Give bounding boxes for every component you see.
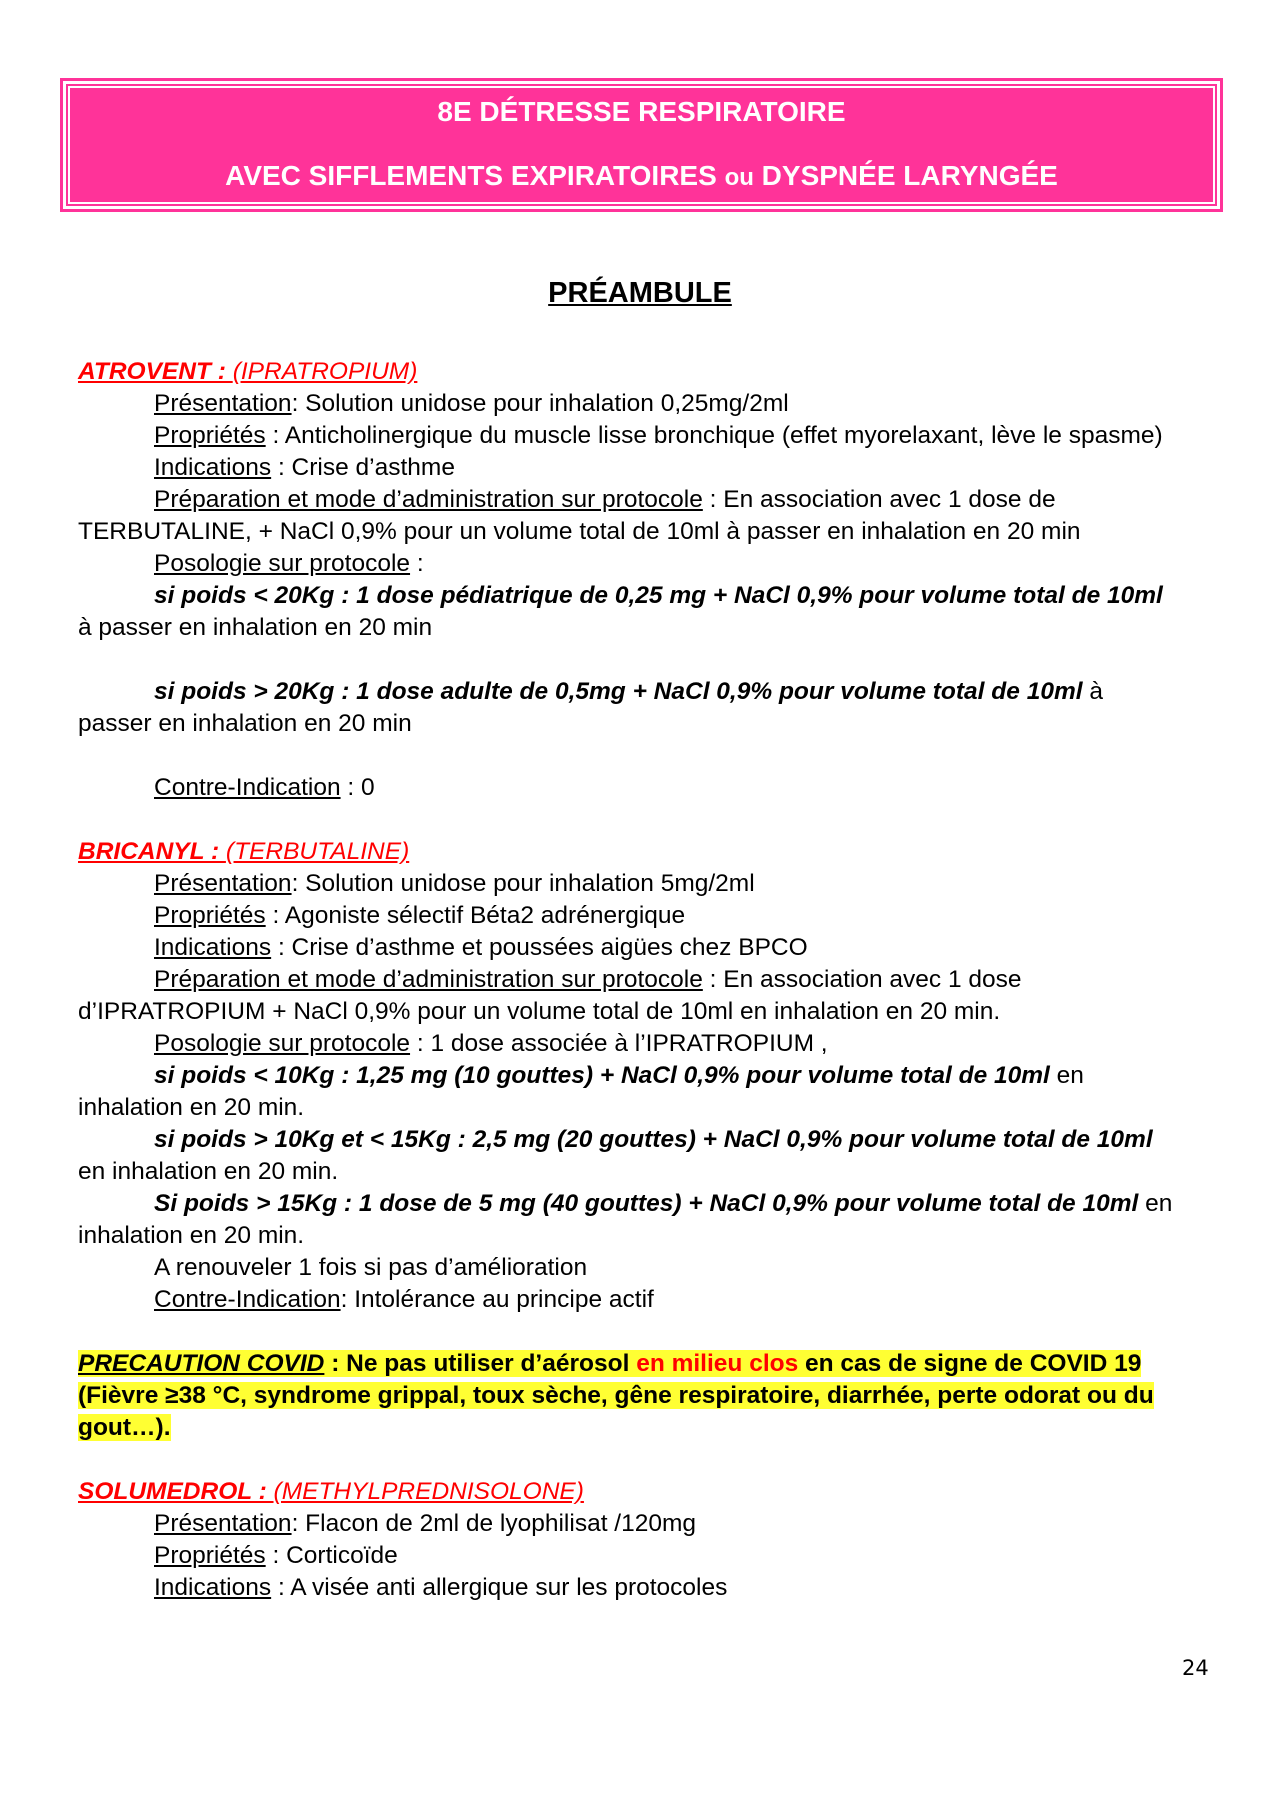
bricanyl-posologie-text: : 1 dose associée à l’IPRATROPIUM , bbox=[410, 1030, 828, 1057]
bricanyl-dose3-bold: Si poids > 15Kg : 1 dose de 5 mg (40 gouttes) + NaCl 0,9% pour volume total de 10ml bbox=[154, 1190, 1139, 1217]
atrovent-dose2-rest: à passer en inhalation en 20 min bbox=[78, 678, 1103, 737]
solumedrol-molecule: (METHYLPREDNISOLONE) bbox=[273, 1478, 584, 1505]
bricanyl-proprietes bbox=[78, 900, 1178, 932]
bricanyl-presentation-text: : Solution unidose pour inhalation 5mg/2ml bbox=[291, 870, 755, 897]
atrovent-indications-label: Indications bbox=[154, 454, 272, 481]
atrovent-proprietes bbox=[78, 420, 1178, 452]
atrovent-posologie bbox=[78, 548, 1178, 580]
bricanyl-dose1-rest: en inhalation en 20 min. bbox=[78, 1062, 1084, 1121]
atrovent-molecule: (IPRATROPIUM) bbox=[232, 358, 418, 385]
atrovent-proprietes-text: : Anticholinergique du muscle lisse bronchique (effet myorelaxant, lève le spasme) bbox=[265, 422, 1163, 449]
atrovent-contre-indication bbox=[78, 772, 1178, 804]
solumedrol-proprietes-text: : Corticoïde bbox=[265, 1542, 398, 1569]
bricanyl-dose2-rest: en inhalation en 20 min. bbox=[78, 1158, 339, 1185]
atrovent-ci-text: : 0 bbox=[340, 774, 375, 801]
bricanyl-dose3 bbox=[78, 1188, 1178, 1252]
bricanyl-presentation-label: Présentation bbox=[154, 870, 292, 897]
bricanyl-posologie-label: Posologie sur protocole bbox=[154, 1030, 411, 1057]
atrovent-proprietes-label: Propriétés bbox=[154, 422, 266, 449]
atrovent-ci-label: Contre-Indication bbox=[154, 774, 341, 801]
document-body bbox=[78, 356, 1178, 1604]
covid-text2: en cas de signe de COVID 19 (Fièvre ≥38 °C, syndrome grippal, toux sèche, gêne respiratoire, diarrhée, perte odorat ou du gout…). bbox=[78, 1350, 1154, 1441]
bricanyl-proprietes-text: : Agoniste sélectif Béta2 adrénergique bbox=[265, 902, 686, 929]
atrovent-dose1 bbox=[78, 580, 1178, 644]
bricanyl-dose2-bold: si poids > 10Kg et < 15Kg : 2,5 mg (20 gouttes) + NaCl 0,9% pour volume total de 10ml bbox=[154, 1126, 1153, 1153]
solumedrol-name: SOLUMEDROL : bbox=[78, 1478, 274, 1505]
bricanyl-dose3-rest: en inhalation en 20 min. bbox=[78, 1190, 1173, 1249]
atrovent-indications-text: : Crise d’asthme bbox=[271, 454, 455, 481]
covid-precaution bbox=[78, 1348, 1178, 1444]
solumedrol-proprietes bbox=[78, 1540, 1178, 1572]
atrovent-posologie-label: Posologie sur protocole bbox=[154, 550, 411, 577]
bricanyl-proprietes-label: Propriétés bbox=[154, 902, 266, 929]
page-number: 24 bbox=[1182, 1656, 1209, 1680]
solumedrol-indications-label: Indications bbox=[154, 1574, 272, 1601]
atrovent-posologie-text: : bbox=[410, 550, 424, 577]
bricanyl-renew: A renouveler 1 fois si pas d’amélioration bbox=[154, 1254, 588, 1281]
header-line2-or: ou bbox=[724, 164, 754, 191]
bricanyl-preparation bbox=[78, 964, 1178, 1028]
atrovent-presentation bbox=[78, 388, 1178, 420]
bricanyl-name: BRICANYL : bbox=[78, 838, 226, 865]
atrovent-preparation-text: : En association avec 1 dose de TERBUTALINE, + NaCl 0,9% pour un volume total de 10ml à passer en inhalation en 20 min bbox=[78, 486, 1081, 545]
header-banner bbox=[60, 78, 1223, 212]
header-line2-part2: DYSPNÉE LARYNGÉE bbox=[753, 160, 1058, 191]
atrovent-preparation-label: Préparation et mode d’administration sur protocole bbox=[154, 486, 703, 513]
preamble-title: PRÉAMBULE bbox=[548, 277, 732, 309]
bricanyl-ci-label: Contre-Indication bbox=[154, 1286, 341, 1313]
bricanyl-contre-indication bbox=[78, 1284, 1178, 1316]
solumedrol-indications bbox=[78, 1572, 1178, 1604]
covid-text1: : Ne pas utiliser d’aérosol bbox=[324, 1350, 637, 1377]
bricanyl-ci-text: : Intolérance au principe actif bbox=[340, 1286, 654, 1313]
atrovent-presentation-label: Présentation bbox=[154, 390, 292, 417]
atrovent-name: ATROVENT : bbox=[78, 358, 233, 385]
bricanyl-title bbox=[78, 836, 1178, 868]
bricanyl-preparation-text: : En association avec 1 dose d’IPRATROPIUM + NaCl 0,9% pour un volume total de 10ml en inhalation en 20 min. bbox=[78, 966, 1022, 1025]
atrovent-indications bbox=[78, 452, 1178, 484]
solumedrol-presentation-label: Présentation bbox=[154, 1510, 292, 1537]
atrovent-dose1-rest: à passer en inhalation en 20 min bbox=[78, 614, 433, 641]
bricanyl-presentation bbox=[78, 868, 1178, 900]
solumedrol-presentation bbox=[78, 1508, 1178, 1540]
bricanyl-preparation-label: Préparation et mode d’administration sur protocole bbox=[154, 966, 703, 993]
atrovent-preparation bbox=[78, 484, 1178, 548]
bricanyl-molecule: (TERBUTALINE) bbox=[225, 838, 410, 865]
bricanyl-indications-text: : Crise d’asthme et poussées aigües chez BPCO bbox=[271, 934, 808, 961]
header-title-line2 bbox=[225, 144, 1058, 210]
bricanyl-indications bbox=[78, 932, 1178, 964]
covid-red-text: en milieu clos bbox=[636, 1350, 799, 1377]
atrovent-title bbox=[78, 356, 1178, 388]
atrovent-dose2-bold: si poids > 20Kg : 1 dose adulte de 0,5mg + NaCl 0,9% pour volume total de 10ml bbox=[154, 678, 1083, 705]
solumedrol-presentation-text: : Flacon de 2ml de lyophilisat /120mg bbox=[291, 1510, 697, 1537]
atrovent-presentation-text: : Solution unidose pour inhalation 0,25mg/2ml bbox=[291, 390, 789, 417]
bricanyl-posologie bbox=[78, 1028, 1178, 1060]
solumedrol-title bbox=[78, 1476, 1178, 1508]
bricanyl-dose2 bbox=[78, 1124, 1178, 1188]
header-banner-inner bbox=[68, 86, 1215, 204]
atrovent-dose2 bbox=[78, 676, 1178, 740]
atrovent-dose1-bold: si poids < 20Kg : 1 dose pédiatrique de 0,25 mg + NaCl 0,9% pour volume total de 10ml bbox=[154, 582, 1163, 609]
solumedrol-indications-text: : A visée anti allergique sur les protocoles bbox=[271, 1574, 728, 1601]
header-title-line1: 8E DÉTRESSE RESPIRATOIRE bbox=[437, 96, 846, 127]
bricanyl-dose1 bbox=[78, 1060, 1178, 1124]
header-line2-part1: AVEC SIFFLEMENTS EXPIRATOIRES bbox=[225, 160, 725, 191]
bricanyl-indications-label: Indications bbox=[154, 934, 272, 961]
bricanyl-dose1-bold: si poids < 10Kg : 1,25 mg (10 gouttes) + NaCl 0,9% pour volume total de 10ml bbox=[154, 1062, 1050, 1089]
covid-label: PRECAUTION COVID bbox=[78, 1350, 325, 1377]
solumedrol-proprietes-label: Propriétés bbox=[154, 1542, 266, 1569]
